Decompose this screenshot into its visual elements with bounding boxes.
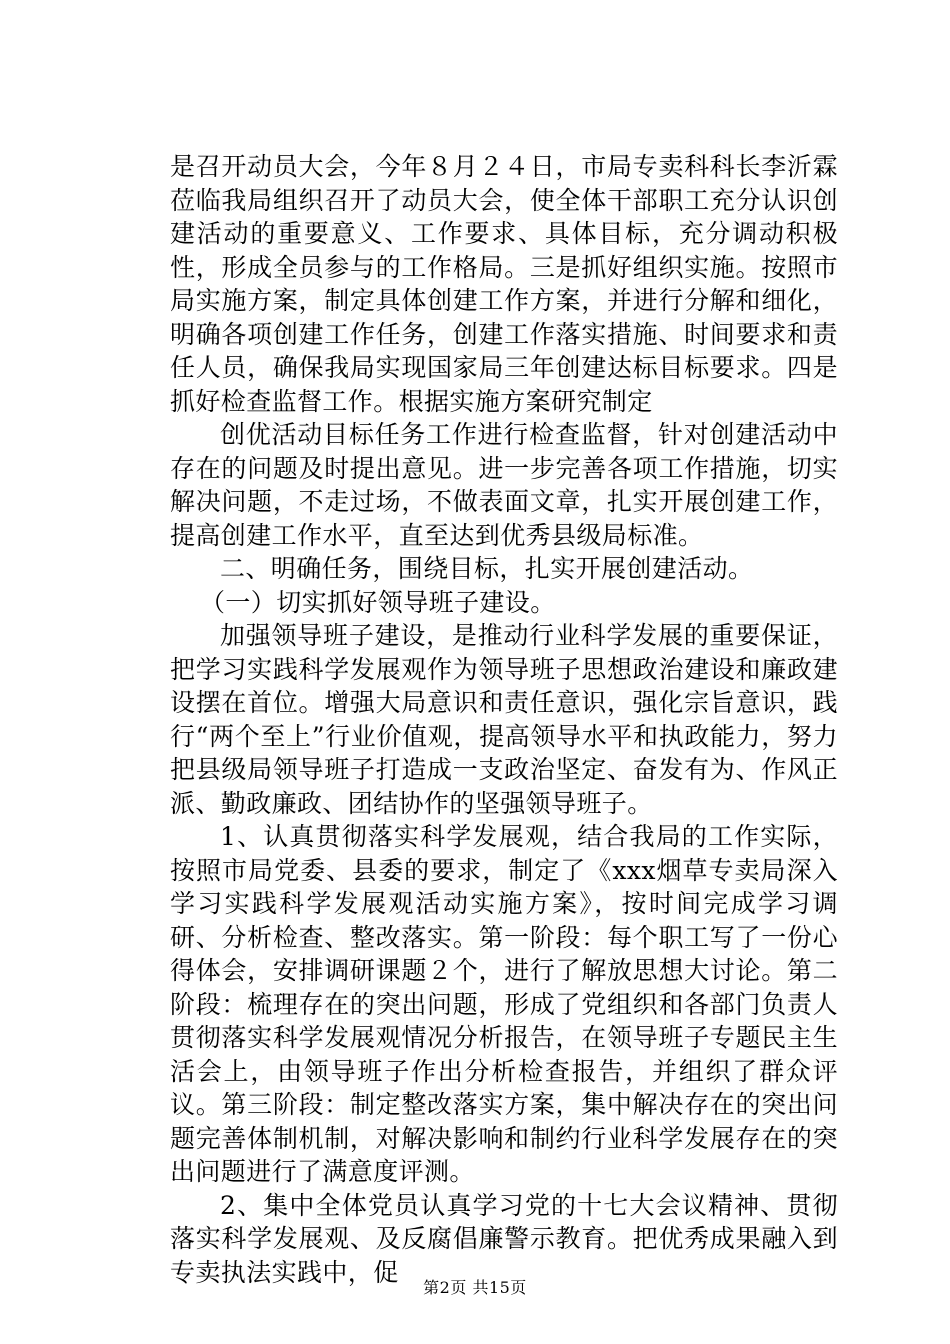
paragraph-inspection-supervision: 创优活动目标任务工作进行检查监督，针对创建活动中存在的问题及时提出意见。进一步完善各项工作措施，切实解决问题，不走过场，不做表面文章，扎实开展创建工作，提高创建工作水平，直至达到优秀县级局标准。 [170, 420, 838, 550]
paragraph-item-1: 1、认真贯彻落实科学发展观，结合我局的工作实际，按照市局党委、县委的要求，制定了《xxx烟草专卖局深入学习实践科学发展观活动实施方案》，按时间完成学习调研、分析检查、整改落实。第一阶段：每个职工写了一份心得体会，安排调研课题２个，进行了解放思想大讨论。第二阶段：梳理存在的突出问题，形成了党组织和各部门负责人贯彻落实科学发展观情况分析报告，在领导班子专题民主生活会上，由领导班子作出分析检查报告，并组织了群众评议。第三阶段：制定整改落实方案，集中解决存在的突出问题完善体制机制，对解决影响和制约行业科学发展存在的突出问题进行了满意度评测。 [170, 822, 838, 1186]
document-body [170, 150, 838, 1289]
paragraph-leadership-building: 加强领导班子建设，是推动行业科学发展的重要保证，把学习实践科学发展观作为领导班子思想政治建设和廉政建设摆在首位。增强大局意识和责任意识，强化宗旨意识，践行“两个至上”行业价值观，提高领导水平和执政能力，努力把县级局领导班子打造成一支政治坚定、奋发有为、作风正派、勤政廉政、团结协作的坚强领导班子。 [170, 621, 838, 818]
paragraph-mobilization-meeting: 是召开动员大会，今年８月２４日，市局专卖科科长李沂霖莅临我局组织召开了动员大会，使全体干部职工充分认识创建活动的重要意义、工作要求、具体目标，充分调动积极性，形成全员参与的工作格局。三是抓好组织实施。按照市局实施方案，制定具体创建工作方案，并进行分解和细化，明确各项创建工作任务，创建工作落实措施、时间要求和责任人员，确保我局实现国家局三年创建达标目标要求。四是抓好检查监督工作。根据实施方案研究制定 [170, 152, 838, 416]
page-number-footer: 第2页 共15页 [423, 1278, 527, 1297]
subsection-heading-1: （一）切实抓好领导班子建设。 [200, 587, 556, 617]
section-heading-2: 二、明确任务，围绕目标，扎实开展创建活动。 [220, 554, 754, 583]
paragraph-item-2: 2、集中全体党员认真学习党的十七大会议精神、贯彻落实科学发展观、及反腐倡廉警示教育。把优秀成果融入到专卖执法实践中，促 [170, 1190, 838, 1287]
